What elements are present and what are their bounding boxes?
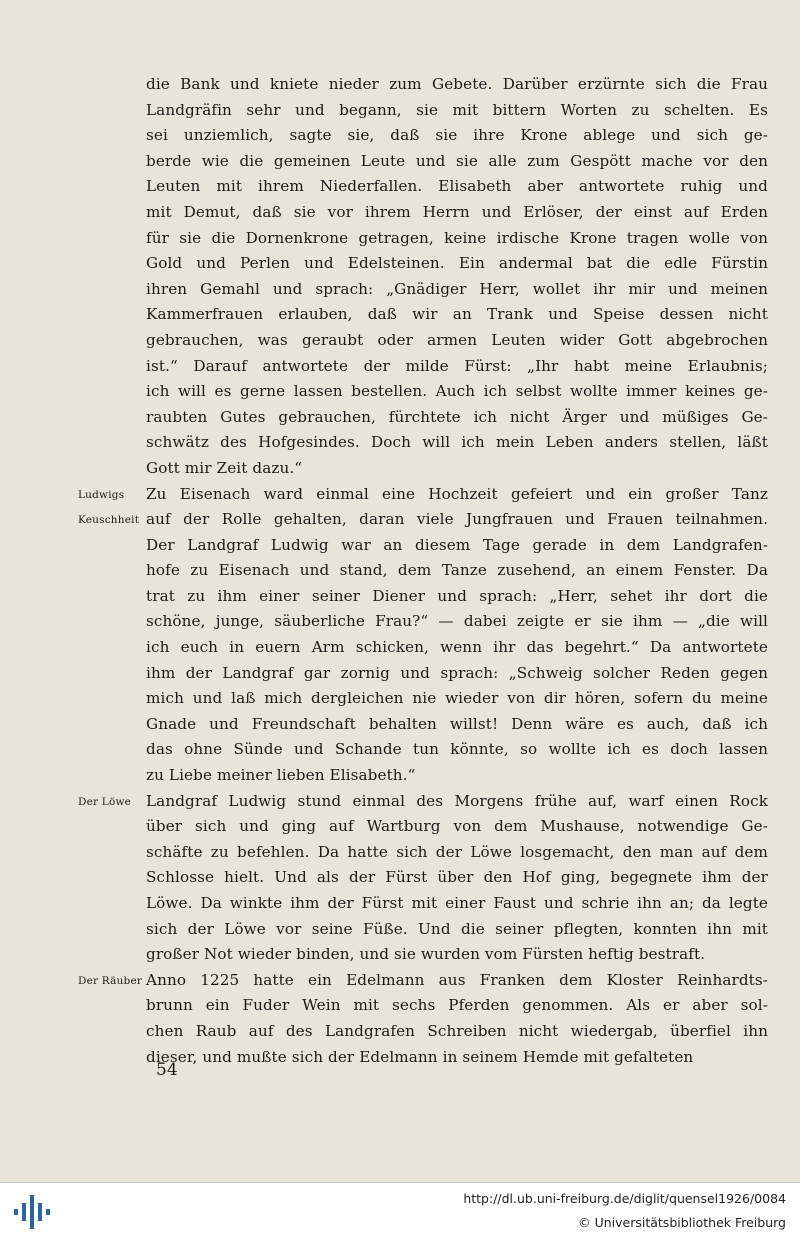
text-line: ich will es gerne lassen bestellen. Auch ich selbst wollte immer keines ge-	[146, 382, 768, 401]
text-line: gebrauchen, was geraubt oder armen Leuten wider Gott abgebrochen	[146, 330, 768, 349]
text-line: Landgraf Ludwig stund einmal des Morgens frühe auf, warf einen Rock	[146, 791, 768, 810]
page-number: 54	[156, 1060, 178, 1080]
marginal-note: Der Löwe	[78, 795, 132, 808]
text-line: chen Raub auf des Landgrafen Schreiben nicht wiedergab, überfiel ihn	[146, 1021, 768, 1040]
text-line: über sich und ging auf Wartburg von dem Mushause, notwendige Ge-	[146, 817, 768, 836]
source-url-link[interactable]: http://dl.ub.uni-freiburg.de/diglit/quensel1926/0084	[463, 1191, 786, 1206]
text-line: Zu Eisenach ward einmal eine Hochzeit gefeiert und ein großer Tanz	[146, 484, 768, 503]
text-line: sich der Löwe vor seine Füße. Und die seiner pflegten, konnten ihn mit	[146, 919, 768, 938]
ub-freiburg-logo-icon[interactable]	[12, 1193, 52, 1231]
text-line: Gnade und Freundschaft behalten willst! Denn wäre es auch, daß ich	[146, 714, 768, 733]
text-line: hofe zu Eisenach und stand, dem Tanze zusehend, an einem Fenster. Da	[146, 561, 768, 580]
marginal-note: Keuschheit	[78, 514, 140, 527]
text-line: Gott mir Zeit dazu.“	[146, 458, 303, 477]
text-line: ihm der Landgraf gar zornig und sprach: „Schweig solcher Reden gegen	[146, 663, 768, 682]
text-line: das ohne Sünde und Schande tun könnte, so wollte ich es doch lassen	[146, 740, 768, 759]
text-line: brunn ein Fuder Wein mit sechs Pferden genommen. Als er aber sol-	[146, 996, 768, 1015]
text-line: die Bank und kniete nieder zum Gebete. Darüber erzürnte sich die Frau	[146, 75, 768, 93]
text-line: schäfte zu befehlen. Da hatte sich der Löwe losgemacht, den man auf dem	[146, 842, 768, 861]
text-line: Landgräfin sehr und begann, sie mit bittern Worten zu schelten. Es	[146, 100, 768, 119]
text-line: zu Liebe meiner lieben Elisabeth.“	[146, 766, 416, 785]
text-line: großer Not wieder binden, und sie wurden vom Fürsten heftig bestraft.	[146, 945, 706, 964]
body-text	[146, 72, 768, 1070]
marginal-note: Der Räuber	[78, 975, 143, 987]
text-line: Leuten mit ihrem Niederfallen. Elisabeth aber antwortete ruhig und	[146, 177, 768, 196]
text-line: ihren Gemahl und sprach: „Gnädiger Herr, wollet ihr mir und meinen	[146, 279, 768, 298]
text-line: trat zu ihm einer seiner Diener und sprach: „Herr, sehet ihr dort die	[146, 586, 768, 605]
text-line: ist.“ Darauf antwortete der milde Fürst: „Ihr habt meine Erlaubnis;	[146, 356, 768, 375]
viewer-footer	[0, 1182, 800, 1239]
text-line: mit Demut, daß sie vor ihrem Herrn und Erlöser, der einst auf Erden	[146, 202, 768, 221]
text-line: sei unziemlich, sagte sie, daß sie ihre Krone ablege und sich ge-	[146, 126, 768, 145]
text-line: Gold und Perlen und Edelsteinen. Ein andermal bat die edle Fürstin	[146, 254, 768, 273]
text-line: Anno 1225 hatte ein Edelmann aus Franken dem Kloster Reinhardts-	[146, 970, 768, 989]
text-line: ich euch in euern Arm schicken, wenn ihr das begehrt.“ Da antwortete	[146, 638, 768, 657]
text-line: berde wie die gemeinen Leute und sie alle zum Gespött mache vor den	[146, 151, 768, 170]
text-line: mich und laß mich dergleichen nie wieder von dir hören, sofern du meine	[146, 689, 768, 708]
marginal-note: Ludwigs	[78, 488, 125, 501]
text-line: Kammerfrauen erlauben, daß wir an Trank und Speise dessen nicht	[146, 305, 768, 324]
copyright-notice: © Universitätsbibliothek Freiburg	[578, 1215, 786, 1230]
text-line: auf der Rolle gehalten, daran viele Jungfrauen und Frauen teilnahmen.	[146, 510, 768, 529]
text-line: dieser, und mußte sich der Edelmann in seinem Hemde mit gefalteten	[146, 1047, 694, 1066]
text-line: raubten Gutes gebrauchen, fürchtete ich nicht Ärger und müßiges Ge-	[146, 407, 768, 426]
text-line: schöne, junge, säuberliche Frau?“ — dabei zeigte er sie ihm — „die will	[146, 612, 768, 631]
text-line: Der Landgraf Ludwig war an diesem Tage gerade in dem Landgrafen-	[146, 535, 768, 554]
text-line: Schlosse hielt. Und als der Fürst über den Hof ging, begegnete ihm der	[146, 868, 768, 887]
text-line: für sie die Dornenkrone getragen, keine irdische Krone tragen wolle von	[146, 228, 768, 247]
text-line: Löwe. Da winkte ihm der Fürst mit einer Faust und schrie ihn an; da legte	[146, 894, 768, 912]
text-line: schwätz des Hofgesindes. Doch will ich mein Leben anders stellen, läßt	[146, 433, 768, 452]
